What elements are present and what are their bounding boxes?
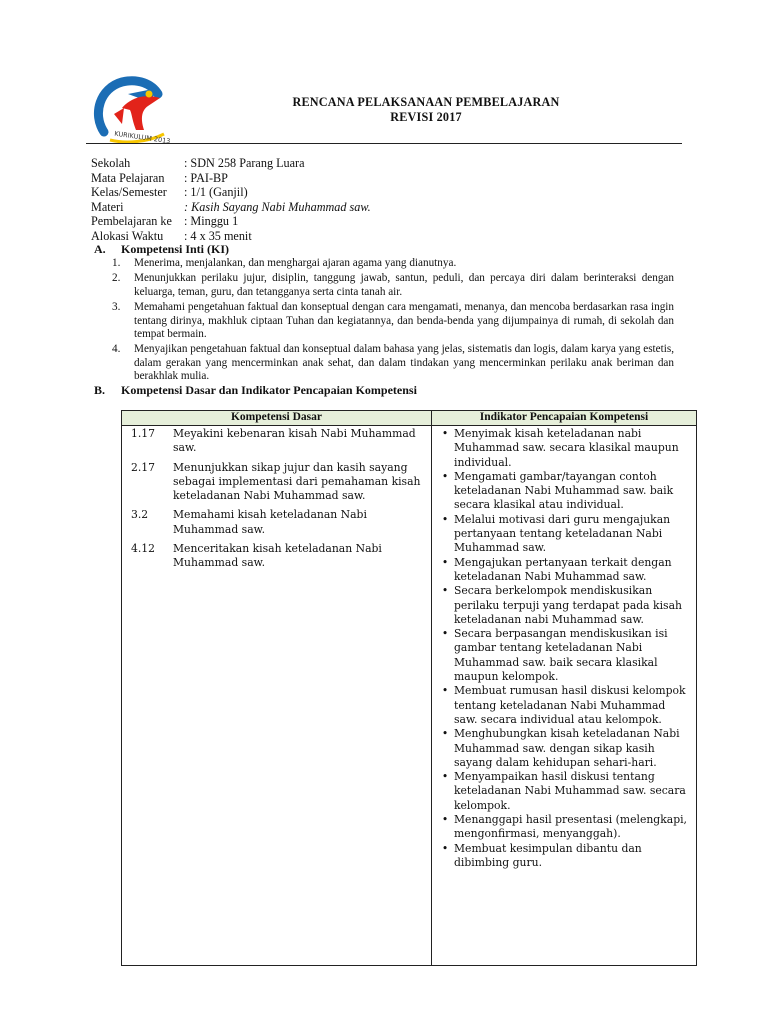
identity-value: : Minggu 1: [184, 214, 239, 229]
identity-label: Materi: [91, 199, 124, 214]
indikator-text: Membuat kesimpulan dibantu dan dibimbing guru.: [454, 841, 642, 869]
identity-row: [91, 156, 371, 171]
indikator-text: Secara berpasangan mendiskusikan isi gambar tentang keteladanan Nabi Muhammad saw. baik secara klasikal maupun kelompok.: [454, 627, 668, 684]
section-a-heading: A. Kompetensi Inti (KI): [94, 242, 229, 256]
kompetensi-inti-list: [112, 257, 674, 386]
header-kompetensi-dasar: Kompetensi Dasar: [122, 411, 432, 426]
bullet-icon: •: [441, 427, 449, 440]
ki-item: [112, 272, 674, 299]
kd-item: [126, 461, 427, 504]
indikator-item: [436, 813, 692, 842]
kd-text: Menceritakan kisah keteladanan Nabi Muhammad saw.: [173, 542, 382, 570]
identity-value: : PAI-BP: [184, 170, 228, 185]
indikator-text: Menanggapi hasil presentasi (melengkapi, mengonfirmasi, menyanggah).: [454, 813, 687, 841]
bullet-icon: •: [441, 469, 449, 483]
indikator-item: [436, 556, 692, 585]
kompetensi-dasar-cell: [122, 426, 432, 966]
ki-item: [112, 343, 674, 383]
indikator-text: Menyimak kisah keteladanan nabi Muhammad saw. secara klasikal maupun individual.: [454, 427, 679, 469]
kd-code: 1.17: [131, 427, 156, 440]
ki-number: 2.: [112, 272, 121, 285]
svg-text:KURIKULUM 2013: KURIKULUM 2013: [113, 129, 171, 146]
kd-text: Meyakini kebenaran kisah Nabi Muhammad saw.: [173, 427, 416, 455]
document-subtitle: REVISI 2017: [390, 110, 462, 124]
document-header: [170, 95, 682, 125]
indikator-item: [436, 470, 692, 513]
identity-label: Sekolah: [91, 156, 131, 170]
kompetensi-table: [121, 410, 697, 966]
bullet-icon: •: [441, 684, 449, 698]
kd-code: 3.2: [131, 508, 149, 522]
identity-value: : 4 x 35 menit: [184, 228, 252, 243]
identity-row: [91, 185, 371, 200]
kd-item: [126, 508, 427, 537]
indikator-text: Membuat rumusan hasil diskusi kelompok tentang keteladanan Nabi Muhammad saw. secara individual atau kelompok.: [454, 684, 686, 726]
identity-label: Mata Pelajaran: [91, 170, 165, 185]
kd-code: 2.17: [131, 460, 156, 474]
indikator-cell: [432, 426, 697, 966]
bullet-icon: •: [441, 813, 449, 827]
ki-number: 1.: [112, 257, 121, 269]
indikator-item: [436, 584, 692, 627]
ki-text: Menyajikan pengetahuan faktual dan konseptual dalam bahasa yang jelas, sistematis dan logis, dalam karya yang estetis, dalam gerakan yang mencerminkan anak sehat, dan dalam tindakan yang mencerminkan perilaku anak beriman dan berakhlak mulia.: [134, 343, 674, 383]
kurikulum-logo-icon: [92, 74, 172, 148]
indikator-item: [436, 842, 692, 871]
identity-block: [91, 156, 371, 244]
indikator-item: [436, 513, 692, 556]
kd-item: [126, 427, 427, 456]
document-title: RENCANA PELAKSANAAN PEMBELAJARAN: [292, 95, 560, 109]
ki-number: 4.: [112, 343, 121, 356]
identity-row: [91, 200, 371, 215]
identity-row: [91, 171, 371, 186]
bullet-icon: •: [441, 584, 449, 598]
identity-label: Alokasi Waktu: [91, 228, 164, 243]
indikator-text: Melalui motivasi dari guru mengajukan pertanyaan tentang keteladanan Nabi Muhammad saw.: [454, 512, 671, 555]
kurikulum-2013-logo: [92, 74, 172, 148]
indikator-text: Mengajukan pertanyaan terkait dengan keteladanan Nabi Muhammad saw.: [454, 555, 672, 583]
kd-text: Menunjukkan sikap jujur dan kasih sayang sebagai implementasi dari pemahaman kisah keteladanan Nabi Muhammad saw.: [173, 460, 421, 503]
ki-text: Memahami pengetahuan faktual dan konseptual dengan cara mengamati, menanya, dan mencoba berdasarkan rasa ingin tentang dirinya, makhluk ciptaan Tuhan dan kegiatannya, dan benda-benda yang dijumpainya di rumah, di sekolah dan tempat bermain.: [134, 301, 674, 341]
ki-item: [112, 301, 674, 341]
identity-value: : SDN 258 Parang Luara: [184, 156, 305, 170]
bullet-icon: •: [441, 770, 449, 784]
bullet-icon: •: [441, 512, 449, 526]
bullet-icon: •: [441, 555, 449, 569]
identity-value: : 1/1 (Ganjil): [184, 185, 248, 200]
header-indikator: Indikator Pencapaian Kompetensi: [432, 411, 697, 426]
header-divider: [86, 143, 682, 144]
indikator-item: [436, 727, 692, 770]
ki-number: 3.: [112, 301, 121, 314]
indikator-text: Secara berkelompok mendiskusikan perilaku terpuji yang terdapat pada kisah keteladanan nabi Muhammad saw.: [454, 584, 682, 626]
ki-text: Menerima, menjalankan, dan menghargai ajaran agama yang dianutnya.: [134, 257, 457, 269]
kd-item: [126, 542, 427, 571]
bullet-icon: •: [441, 727, 449, 741]
kd-code: 4.12: [131, 542, 156, 556]
indikator-list: [436, 427, 692, 870]
section-b-heading: B. Kompetensi Dasar dan Indikator Pencapaian Kompetensi: [94, 383, 417, 397]
identity-label: Pembelajaran ke: [91, 214, 172, 229]
indikator-item: [436, 770, 692, 813]
ki-text: Menunjukkan perilaku jujur, disiplin, tanggung jawab, santun, peduli, dan percaya diri dalam berinteraksi dengan keluarga, teman, guru, dan tetangganya serta cinta tanah air.: [134, 272, 674, 298]
indikator-item: [436, 684, 692, 727]
kd-text: Memahami kisah keteladanan Nabi Muhammad saw.: [173, 508, 367, 536]
indikator-item: [436, 627, 692, 684]
ki-item: [112, 257, 674, 270]
identity-row: [91, 214, 371, 229]
bullet-icon: •: [441, 627, 449, 641]
indikator-text: Menghubungkan kisah keteladanan Nabi Muhammad saw. dengan sikap kasih sayang dalam kehidupan sehari-hari.: [454, 727, 680, 769]
identity-label: Kelas/Semester: [91, 185, 167, 200]
indikator-item: [436, 427, 692, 470]
indikator-text: Mengamati gambar/tayangan contoh keteladanan Nabi Muhammad saw. baik secara klasikal atau individual.: [454, 469, 674, 512]
bullet-icon: •: [441, 841, 449, 855]
identity-value: : Kasih Sayang Nabi Muhammad saw.: [184, 199, 371, 214]
indikator-text: Menyampaikan hasil diskusi tentang keteladanan Nabi Muhammad saw. secara kelompok.: [454, 770, 686, 812]
